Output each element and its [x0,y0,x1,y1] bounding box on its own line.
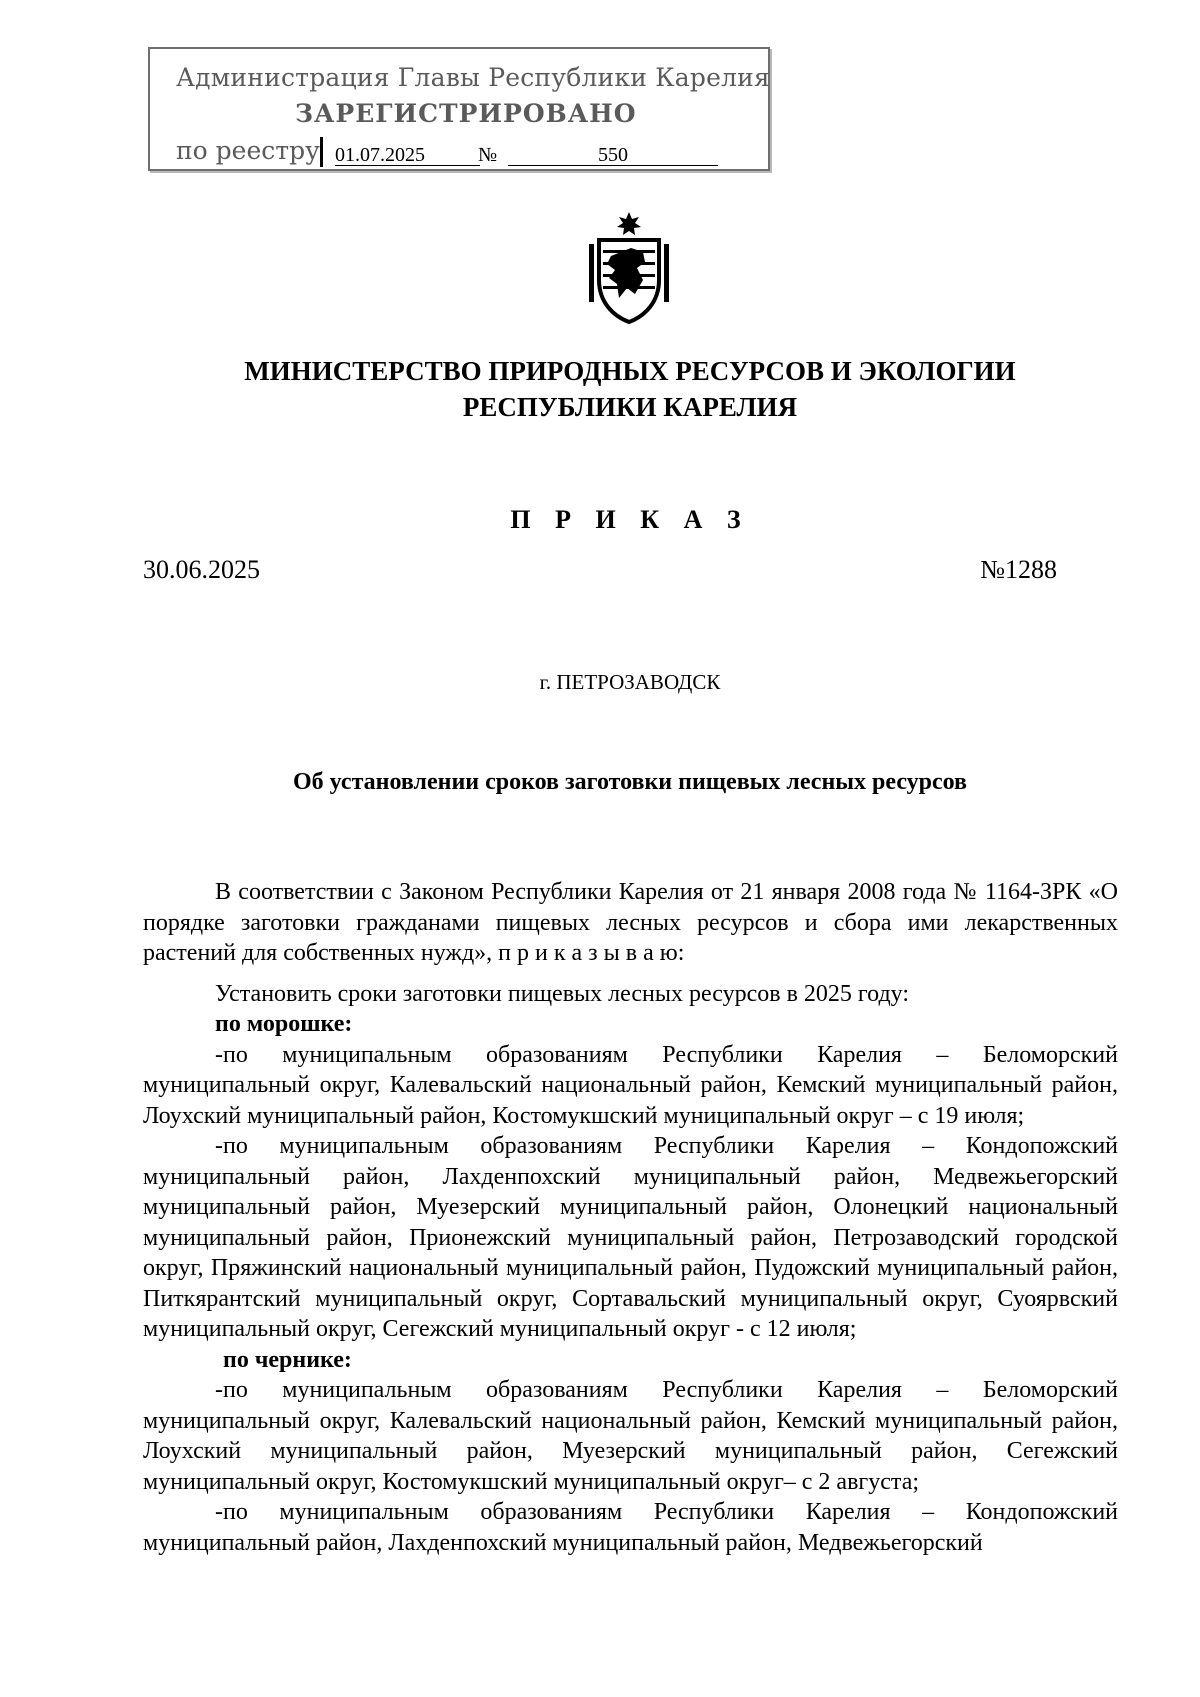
document-body [143,877,1118,1558]
cloudberry-item-1: -по муниципальным образованиям Республики Карелия – Беломорский муниципальный округ, Калевальский национальный район, Кемский муниципальный район, Лоухский муниципальный район, Костомукшский муниципальный округ – с 19 июля; [143,1041,1118,1129]
stamp-registry-label: по реестру [176,136,320,165]
document-date: 30.06.2025 [143,555,260,584]
blueberry-heading: по чернике: [223,1346,352,1373]
blueberry-item-1: -по муниципальным образованиям Республики Карелия – Беломорский муниципальный округ, Калевальский национальный район, Кемский муниципальный район, Лоухский муниципальный район, Муезерский муниципальный район, Сегежский муниципальный округ, Костомукшский муниципальный округ– с 2 августа; [143,1377,1118,1495]
registration-stamp [148,47,770,171]
intro-paragraph: Установить сроки заготовки пищевых лесных ресурсов в 2025 году: [215,980,910,1007]
stamp-number: 550 [598,144,628,166]
ministry-title-line1: МИНИСТЕРСТВО ПРИРОДНЫХ РЕСУРСОВ И ЭКОЛОГИИ [244,356,1016,386]
document-subject: Об установлении сроков заготовки пищевых лесных ресурсов [292,769,968,795]
stamp-number-sign: № [478,144,498,166]
preamble-paragraph: В соответствии с Законом Республики Карелия от 21 января 2008 года № 1164-ЗРК «О порядке заготовки гражданами пищевых лесных ресурсов и сбора ими лекарственных растений для собственных нужд», п р и к а з ы в а ю: [143,879,1118,966]
stamp-divider [320,137,323,167]
document-city: г. ПЕТРОЗАВОДСК [539,670,721,694]
blueberry-item-2: -по муниципальным образованиям Республики Карелия – Кондопожский муниципальный район, Лахденпохский муниципальный район, Медвежьегорский [143,1499,1118,1556]
ministry-title [0,353,1200,425]
document-number: №1288 [980,555,1057,584]
cloudberry-item-2: -по муниципальным образованиям Республики Карелия – Кондопожский муниципальный район, Лахденпохский муниципальный район, Медвежьегорский муниципальный район, Муезерский муниципальный район, Олонецкий национальный муниципальный район, Прионежский муниципальный район, Петрозаводский городской округ, Пряжинский национальный муниципальный район, Пудожский муниципальный район, Питкярантский муниципальный округ, Сортавальский муниципальный округ, Суоярвский муниципальный округ, Сегежский муниципальный округ - с 12 июля; [143,1133,1118,1342]
cloudberry-heading: по морошке: [215,1011,353,1037]
document-type: П Р И К А З [510,505,750,534]
stamp-registered: ЗАРЕГИСТРИРОВАНО [295,99,637,128]
stamp-organization: Администрация Главы Республики Карелия [176,63,771,92]
ministry-title-line2: РЕСПУБЛИКИ КАРЕЛИЯ [462,392,798,422]
karelia-coat-of-arms-icon [587,210,671,324]
stamp-date: 01.07.2025 [335,145,480,166]
